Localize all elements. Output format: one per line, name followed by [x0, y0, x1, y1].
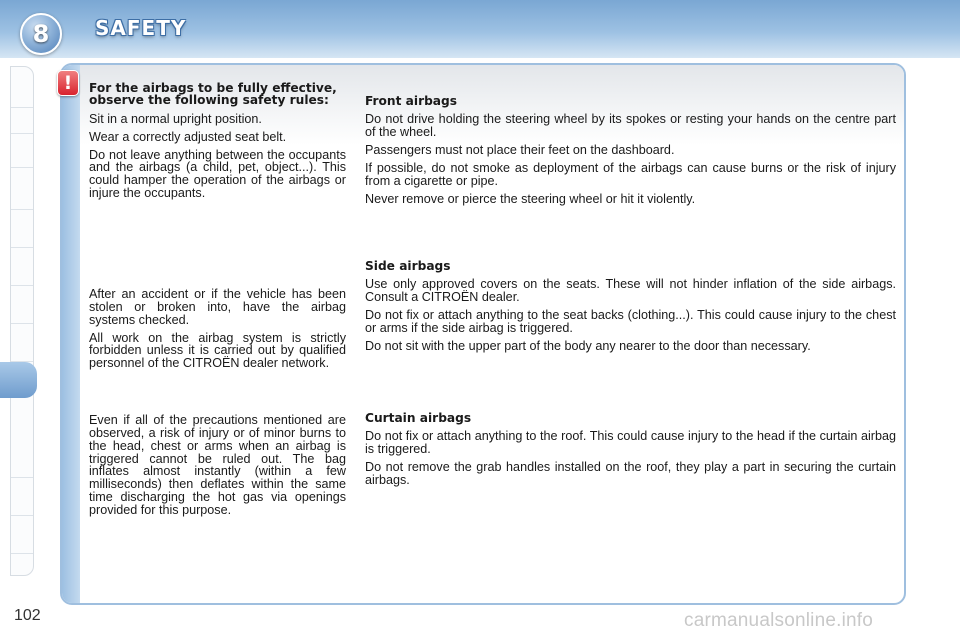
header-band	[0, 0, 960, 58]
exclamation-warning-icon: !	[57, 70, 79, 96]
front-airbags-section	[365, 95, 896, 211]
active-chapter-tab[interactable]	[0, 362, 37, 398]
tab-divider	[11, 133, 33, 134]
tab-divider	[11, 247, 33, 248]
panel-left-bar	[62, 65, 80, 603]
safety-rule: Wear a correctly adjusted seat belt.	[89, 129, 287, 144]
tab-divider	[11, 167, 33, 168]
accident-paragraph: After an accident or if the vehicle has been stolen or broken into, have the airbag systems checked.	[89, 287, 346, 327]
tab-divider	[11, 515, 33, 516]
side-airbags-section	[365, 260, 896, 358]
tab-divider	[11, 285, 33, 286]
page-number: 102	[14, 607, 41, 624]
tab-divider	[11, 209, 33, 210]
side-airbags-item: Do not sit with the upper part of the body any nearer to the door than necessary.	[365, 338, 811, 353]
chapter-title: SAFETY	[95, 16, 187, 40]
watermark: carmanualsonline.info	[684, 610, 874, 631]
front-airbags-heading: Front airbags	[365, 94, 458, 108]
safety-rules-heading: For the airbags to be fully effective, observe the following safety rules:	[89, 81, 337, 108]
front-airbags-item: Do not drive holding the steering wheel by its spokes or resting your hands on the centre part of the wheel.	[365, 112, 896, 140]
front-airbags-item: If possible, do not smoke as deployment of the airbags can cause burns or the risk of injury from a cigarette or pipe.	[365, 160, 896, 188]
tab-divider	[11, 553, 33, 554]
curtain-airbags-heading: Curtain airbags	[365, 411, 472, 425]
side-airbags-heading: Side airbags	[365, 259, 451, 273]
precautions-paragraph: Even if all of the precautions mentioned are observed, a risk of injury or of minor burns to the head, chest or arms when an airbag is triggered cannot be ruled out. The bag inflates almost instantly (within a few milliseconds) then deflates within the same time discharging the hot gas via openings provided for this purpose.	[89, 413, 346, 517]
safety-rules-section	[89, 82, 346, 205]
precautions-section	[89, 414, 346, 522]
front-airbags-item: Passengers must not place their feet on the dashboard.	[365, 143, 675, 158]
chapter-number-badge: 8	[20, 13, 62, 55]
curtain-airbags-item: Do not fix or attach anything to the roof. This could cause injury to the head if the curtain airbag is triggered.	[365, 429, 896, 457]
side-airbags-item: Do not fix or attach anything to the seat backs (clothing...). This could cause injury to the chest or arms if the side airbag is triggered.	[365, 308, 896, 335]
accident-paragraph: All work on the airbag system is strictly forbidden unless it is carried out by qualified personnel of the CITROËN dealer network.	[89, 330, 346, 371]
accident-section	[89, 288, 346, 375]
tab-divider	[11, 323, 33, 324]
safety-rule: Do not leave anything between the occupants and the airbags (a child, pet, object...). This could hamper the operation of the airbags or injure the occupants.	[89, 147, 346, 201]
side-airbags-item: Use only approved covers on the seats. These will not hinder inflation of the side airbags. Consult a CITROËN dealer.	[365, 277, 896, 305]
curtain-airbags-item: Do not remove the grab handles installed on the roof, they play a part in securing the curtain airbags.	[365, 460, 896, 487]
curtain-airbags-section	[365, 412, 896, 492]
tab-divider	[11, 107, 33, 108]
front-airbags-item: Never remove or pierce the steering wheel or hit it violently.	[365, 191, 696, 206]
safety-rule: Sit in a normal upright position.	[89, 111, 262, 126]
tab-divider	[11, 477, 33, 478]
chapter-tab-strip[interactable]	[10, 66, 34, 576]
